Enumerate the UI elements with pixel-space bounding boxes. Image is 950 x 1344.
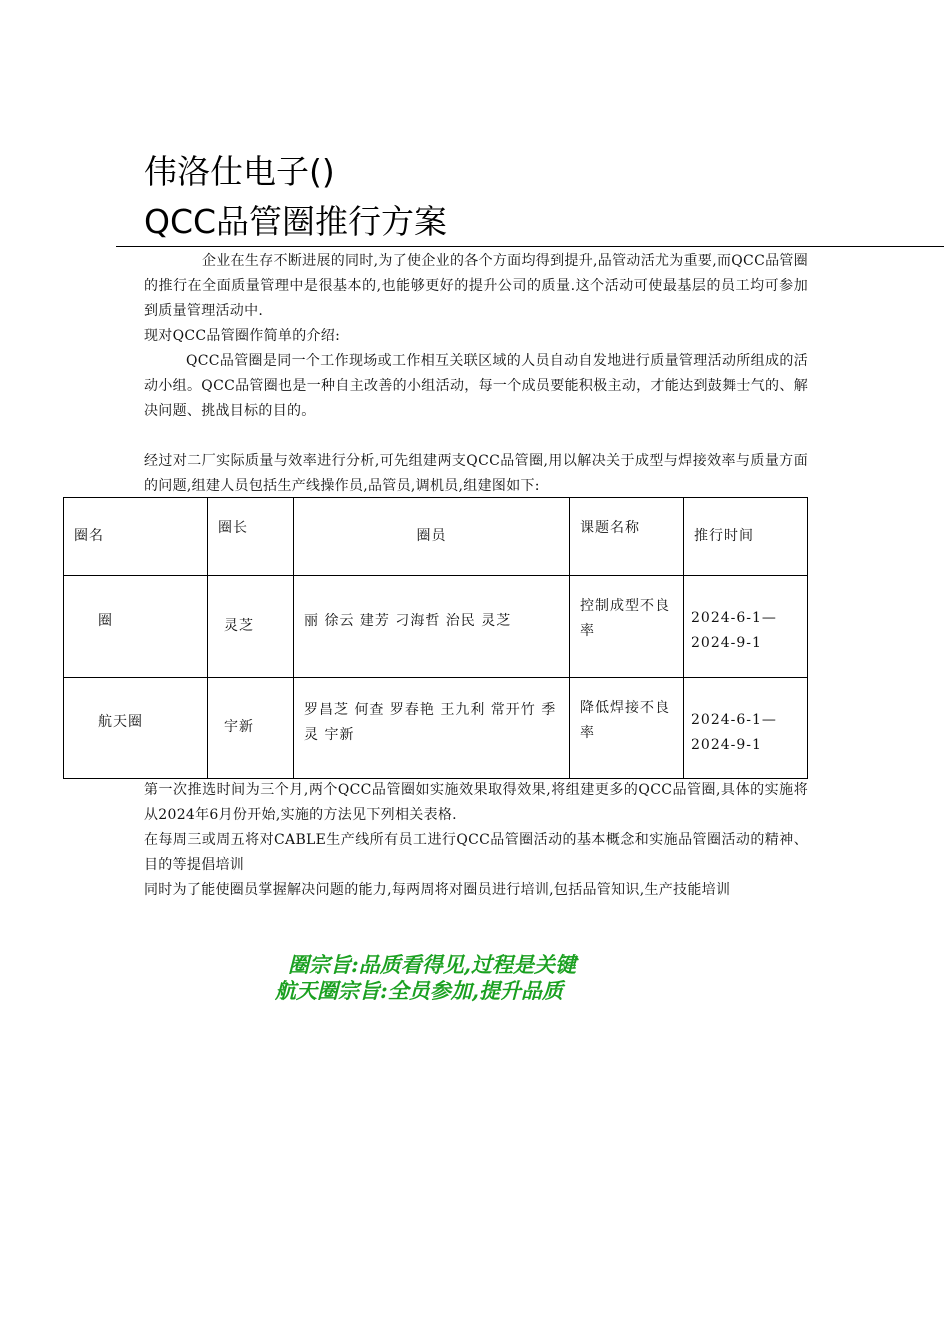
circle-table <box>63 497 808 779</box>
header-period: 推行时间 <box>684 498 808 576</box>
header-members: 圈员 <box>294 498 570 576</box>
table-header-row <box>64 498 808 576</box>
header-circle-name: 圈名 <box>64 498 208 576</box>
qcc-definition: QCC品管圈是同一个工作现场或工作相互关联区域的人员自动自发地进行质量管理活动所组成的活动小组。QCC品管圈也是一种自主改善的小组活动，每一个成员要能积极主动，才能达到鼓舞士气的、解决问题、挑战目标的目的。 <box>144 353 808 419</box>
cell-period: 2024-6-1—2024-9-1 <box>684 576 808 677</box>
cell-leader: 灵芝 <box>208 576 294 677</box>
table-row <box>64 677 808 778</box>
cell-topic: 控制成型不良率 <box>570 576 684 677</box>
page-title: QCC品管圈推行方案 <box>144 202 448 241</box>
cell-circle-name: 航天圈 <box>64 677 208 778</box>
intro-paragraph: 企业在生存不断进展的同时,为了使企业的各个方面均得到提升,品管动活尤为重要,而QCC品管圈的推行在全面质量管理中是很基本的,也能够更好的提升公司的质量.这个活动可使最基层的员工均可参加到质量管理活动中. <box>144 253 808 319</box>
table-row <box>64 576 808 677</box>
analysis-paragraph: 经过对二厂实际质量与效率进行分析,可先组建两支QCC品管圈,用以解决关于成型与焊接效率与质量方面的问题,组建人员包括生产线操作员,品管员,调机员,组建图如下: <box>144 453 808 494</box>
cell-period: 2024-6-1—2024-9-1 <box>684 677 808 778</box>
circle-slogan: 圈宗旨:品质看得见,过程是关键 <box>288 952 577 977</box>
cell-circle-name: 圈 <box>64 576 208 677</box>
cell-leader: 宇新 <box>208 677 294 778</box>
title-divider <box>116 246 944 247</box>
hangtian-slogan: 航天圈宗旨:全员参加,提升品质 <box>275 978 564 1003</box>
cell-members: 罗昌芝 何查 罗春艳 王九利 常开竹 季灵 宇新 <box>294 677 570 778</box>
company-name: 伟洛仕电子() <box>144 152 335 191</box>
header-topic: 课题名称 <box>570 498 684 576</box>
intro-lead: 现对QCC品管圈作简单的介绍: <box>144 328 341 344</box>
cell-topic: 降低焊接不良率 <box>570 677 684 778</box>
training-paragraph: 在每周三或周五将对CABLE生产线所有员工进行QCC品管圈活动的基本概念和实施品管圈活动的精神、目的等提倡培训 <box>144 832 808 873</box>
skills-paragraph: 同时为了能使圈员掌握解决问题的能力,每两周将对圈员进行培训,包括品管知识,生产技能培训 <box>144 882 731 898</box>
cell-members: 丽 徐云 建芳 刁海哲 治民 灵芝 <box>294 576 570 677</box>
header-leader: 圈长 <box>208 498 294 576</box>
rollout-paragraph: 第一次推选时间为三个月,两个QCC品管圈如实施效果取得效果,将组建更多的QCC品管圈,具体的实施将从2024年6月份开始,实施的方法见下列相关表格. <box>144 782 808 823</box>
